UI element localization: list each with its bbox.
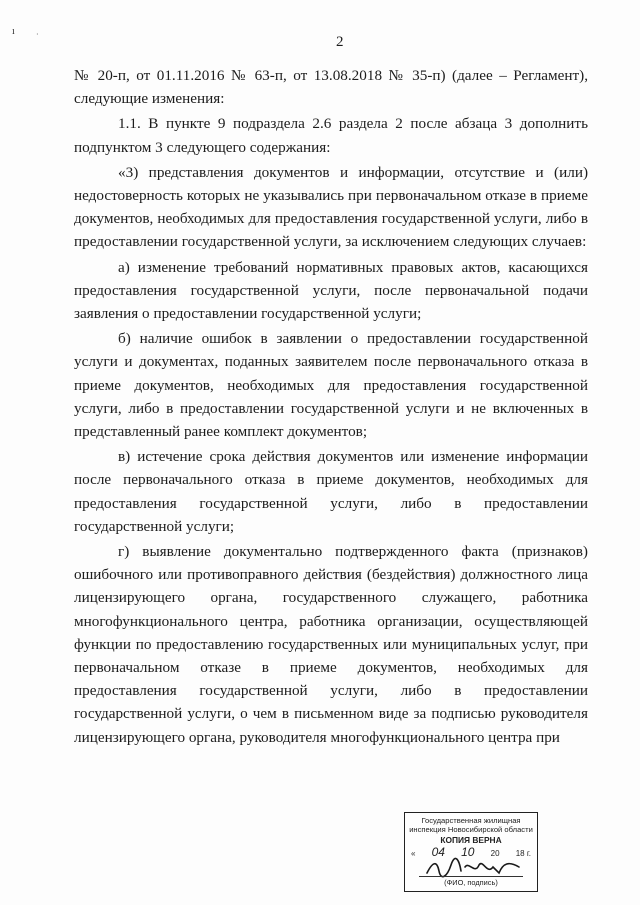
stamp-date-year-tail: 18 г. — [515, 849, 531, 858]
scan-speck-dot: · — [36, 30, 39, 39]
stamp-date-year-prefix: 20 — [490, 849, 500, 858]
paragraph-subitem-3: «3) представления документов и информации, отсутствие и (или) недостоверность которых не указывались при первоначальном отказе в приеме документов, необходимых для предоставления государственной услуги, либо в предоставлении государственной услуги, за исключением следующих случаев: — [74, 163, 588, 251]
paragraph-case-g: г) выявление документально подтвержденного факта (признаков) ошибочного или противоправного действия (бездействия) должностного лица лицензирующего органа, государственного служащего, работника многофункционального центра, работника организации, осуществляющей функции по предоставлению государственных или муниципальных услуг, при первоначальном отказе в приеме документов, необходимых для предоставления государственной услуги, либо в предоставлении государственной услуги, о чем в письменном виде за подписью руководителя лицензирующего органа, руководителя многофункционального центра при — [74, 543, 588, 746]
stamp-org-line2: инспекция Новосибирской области — [409, 825, 533, 834]
scan-speck-mark: ı — [12, 26, 15, 37]
stamp-copy-verified: КОПИЯ ВЕРНА — [440, 835, 502, 845]
paragraph-1-1: 1.1. В пункте 9 подраздела 2.6 раздела 2 после абзаца 3 дополнить подпунктом 3 следующего содержания: — [74, 115, 588, 156]
paragraph-case-b: б) наличие ошибок в заявлении о предоставлении государственной услуги и документах, поданных заявителем после первоначального отказа в приеме документов, необходимых для предоставления государственной услуги, либо в предоставлении государственной услуги и не включенных в представленный ранее комплект документов; — [74, 330, 588, 441]
paragraph-case-v: в) истечение срока действия документов или изменение информации после первоначального отказа в приеме документов, необходимых для предоставления государственной услуги, либо в предоставлении государственной услуги; — [74, 448, 588, 535]
stamp-org-line1: Государственная жилищная — [421, 816, 521, 825]
stamp-date-day: 04 — [431, 845, 445, 859]
document-body — [74, 64, 588, 751]
certified-copy-stamp — [404, 812, 538, 892]
stamp-date-open-quote: « — [411, 849, 416, 858]
paragraph-case-a: а) изменение требований нормативных правовых актов, касающихся предоставления государственной услуги, после первоначальной подачи заявления о предоставлении государственной услуги; — [74, 258, 588, 323]
stamp-date-month: 10 — [461, 845, 475, 859]
stamp-signature-line — [419, 876, 523, 877]
stamp-fio-caption: (ФИО, подпись) — [444, 878, 498, 887]
page-number: 2 — [336, 34, 344, 50]
paragraph-intro: № 20-п, от 01.11.2016 № 63-п, от 13.08.2018 № 35-п) (далее – Регламент), следующие изменения: — [74, 67, 588, 108]
